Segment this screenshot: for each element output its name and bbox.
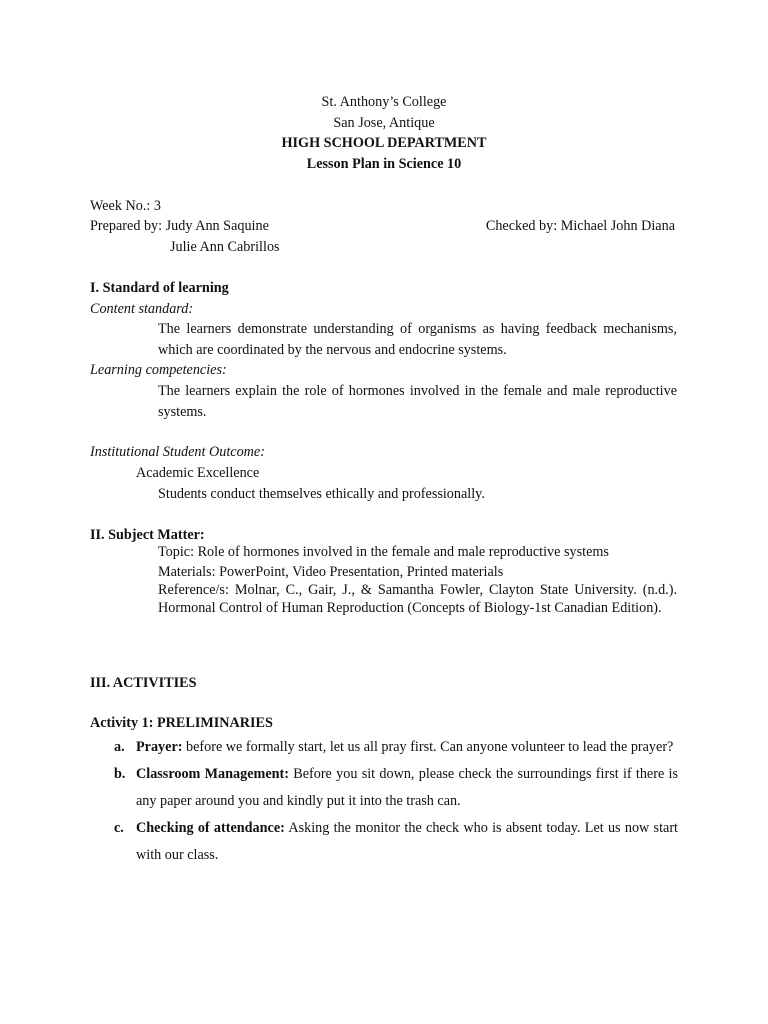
list-item [90,815,678,869]
reference-line: Reference/s: Molnar, C., Gair, J., & Samantha Fowler, Clayton State University. (n.d.). Hormonal Control of Human Reproduction (Concepts of Biology-1st Canadian Edition). [158,582,677,616]
section-subject-heading: II. Subject Matter: [90,527,205,543]
list-item-label: Classroom Management: [136,766,289,782]
list-marker: c. [114,820,124,836]
iso-value: Academic Excellence [136,465,260,481]
list-item-label: Checking of attendance: [136,820,285,836]
list-item [90,734,678,761]
content-standard-text: The learners demonstrate understanding of organisms as having feedback mechanisms, which are coordinated by the nervous and endocrine systems. [158,321,677,358]
topic-line: Topic: Role of hormones involved in the female and male reproductive systems [158,544,609,560]
list-marker: a. [114,739,125,755]
section-standard-heading: I. Standard of learning [90,280,229,296]
department-title: HIGH SCHOOL DEPARTMENT [281,135,487,151]
iso-text: Students conduct themselves ethically and professionally. [158,486,485,502]
week-number: Week No.: 3 [90,198,161,214]
section-activities-heading: III. ACTIVITIES [90,675,197,691]
school-location: San Jose, Antique [333,114,435,131]
prepared-by-second: Julie Ann Cabrillos [170,239,280,255]
learning-competencies-text: The learners explain the role of hormones involved in the female and male reproductive systems. [158,383,677,420]
learning-competencies-label: Learning competencies: [90,362,227,378]
lesson-plan-title: Lesson Plan in Science 10 [306,155,462,172]
list-item-text: Before you sit down, please check the surroundings first if there is any paper around you and kindly put it into the trash can. [136,766,678,809]
list-item-text: Asking the monitor the check who is absent today. Let us now start with our class. [136,820,678,863]
iso-label: Institutional Student Outcome: [90,444,265,460]
content-standard-label: Content standard: [90,301,194,317]
list-item-text: before we formally start, let us all pray first. Can anyone volunteer to lead the prayer? [182,739,674,755]
list-marker: b. [114,766,126,782]
materials-line: Materials: PowerPoint, Video Presentation, Printed materials [158,564,504,580]
list-item [90,761,678,815]
school-name: St. Anthony’s College [321,94,447,110]
checked-by: Checked by: Michael John Diana [485,218,675,234]
list-item-label: Prayer: [136,739,183,755]
activity-one-heading: Activity 1: PRELIMINARIES [90,715,273,731]
prepared-by: Prepared by: Judy Ann Saquine [90,218,269,234]
preliminaries-list [90,734,678,869]
document-header [0,92,768,174]
